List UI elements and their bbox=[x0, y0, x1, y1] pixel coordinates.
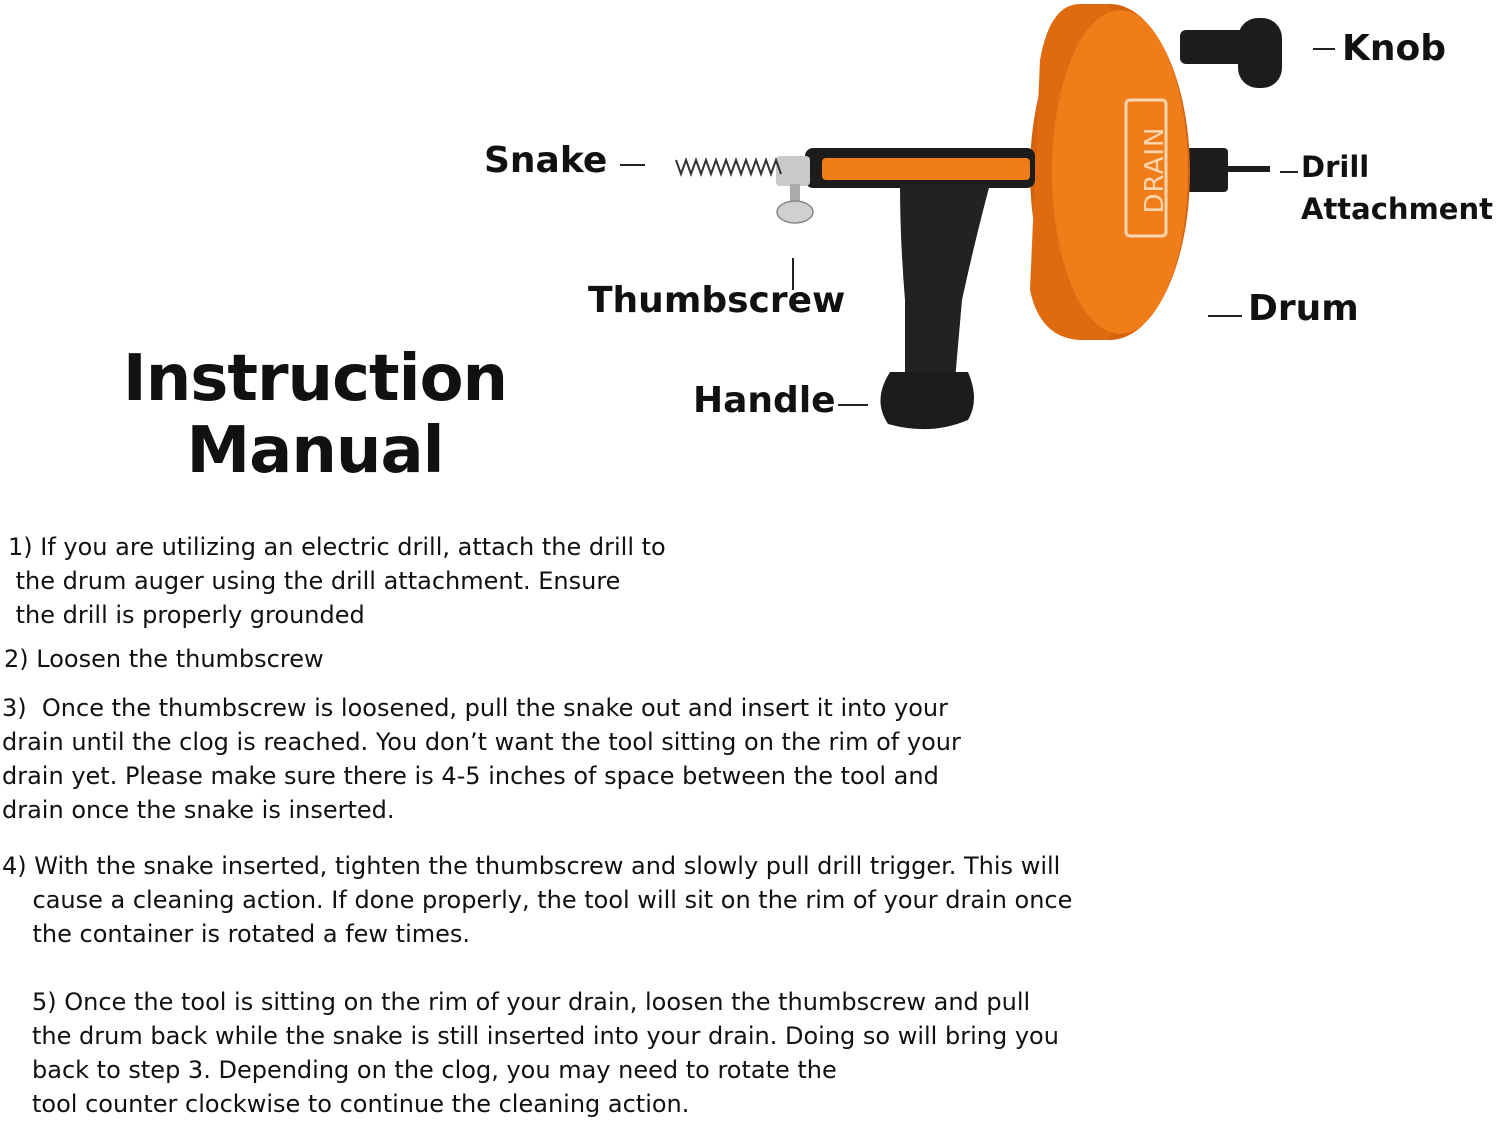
instruction-step-4 bbox=[2, 849, 1072, 951]
thumbscrew-part bbox=[777, 184, 813, 223]
label-handle: Handle bbox=[693, 380, 836, 421]
label-drill-line2: Attachment bbox=[1301, 192, 1493, 226]
step-line: the drum back while the snake is still inserted into your drain. Doing so will bring you bbox=[32, 1022, 1059, 1050]
title-line2: Manual bbox=[186, 414, 444, 488]
step-line: tool counter clockwise to continue the cleaning action. bbox=[32, 1090, 690, 1118]
label-snake: Snake bbox=[484, 140, 608, 181]
step-line: drain once the snake is inserted. bbox=[2, 796, 395, 824]
knob-part bbox=[1180, 18, 1282, 88]
step-line: the container is rotated a few times. bbox=[2, 920, 471, 948]
drill-attachment-part bbox=[1180, 148, 1270, 192]
instruction-step-3 bbox=[2, 691, 961, 827]
instruction-step-1 bbox=[8, 530, 666, 632]
step-line: drain until the clog is reached. You don’t want the tool sitting on the rim of your bbox=[2, 728, 961, 756]
step-line: 4) With the snake inserted, tighten the thumbscrew and slowly pull drill trigger. This will bbox=[2, 852, 1061, 880]
title-line1: Instruction bbox=[122, 342, 508, 416]
step-line: drain yet. Please make sure there is 4-5 inches of space between the tool and bbox=[2, 762, 939, 790]
page-title bbox=[95, 343, 535, 487]
drain-logo bbox=[1140, 100, 1180, 240]
label-drum: Drum bbox=[1248, 288, 1359, 329]
instruction-step-5 bbox=[32, 985, 1059, 1121]
step-line: 5) Once the tool is sitting on the rim of your drain, loosen the thumbscrew and pull bbox=[32, 988, 1031, 1016]
step-line: the drill is properly grounded bbox=[8, 601, 365, 629]
body-tube bbox=[776, 148, 1035, 188]
label-knob: Knob bbox=[1342, 28, 1447, 69]
instruction-step-2 bbox=[4, 642, 324, 676]
label-thumbscrew: Thumbscrew bbox=[588, 280, 846, 321]
step-line: cause a cleaning action. If done properly, the tool will sit on the rim of your drain once bbox=[2, 886, 1073, 914]
label-drill-line1: Drill bbox=[1301, 150, 1370, 184]
snake-spring bbox=[676, 160, 781, 174]
handle-part bbox=[880, 184, 990, 429]
logo-text: DRAIN bbox=[1140, 126, 1170, 214]
step-line: the drum auger using the drill attachment. Ensure bbox=[8, 567, 621, 595]
step-line: 2) Loosen the thumbscrew bbox=[4, 645, 324, 673]
step-line: 1) If you are utilizing an electric drill, attach the drill to bbox=[8, 533, 666, 561]
step-line: 3) Once the thumbscrew is loosened, pull the snake out and insert it into your bbox=[2, 694, 949, 722]
step-line: back to step 3. Depending on the clog, you may need to rotate the bbox=[32, 1056, 837, 1084]
